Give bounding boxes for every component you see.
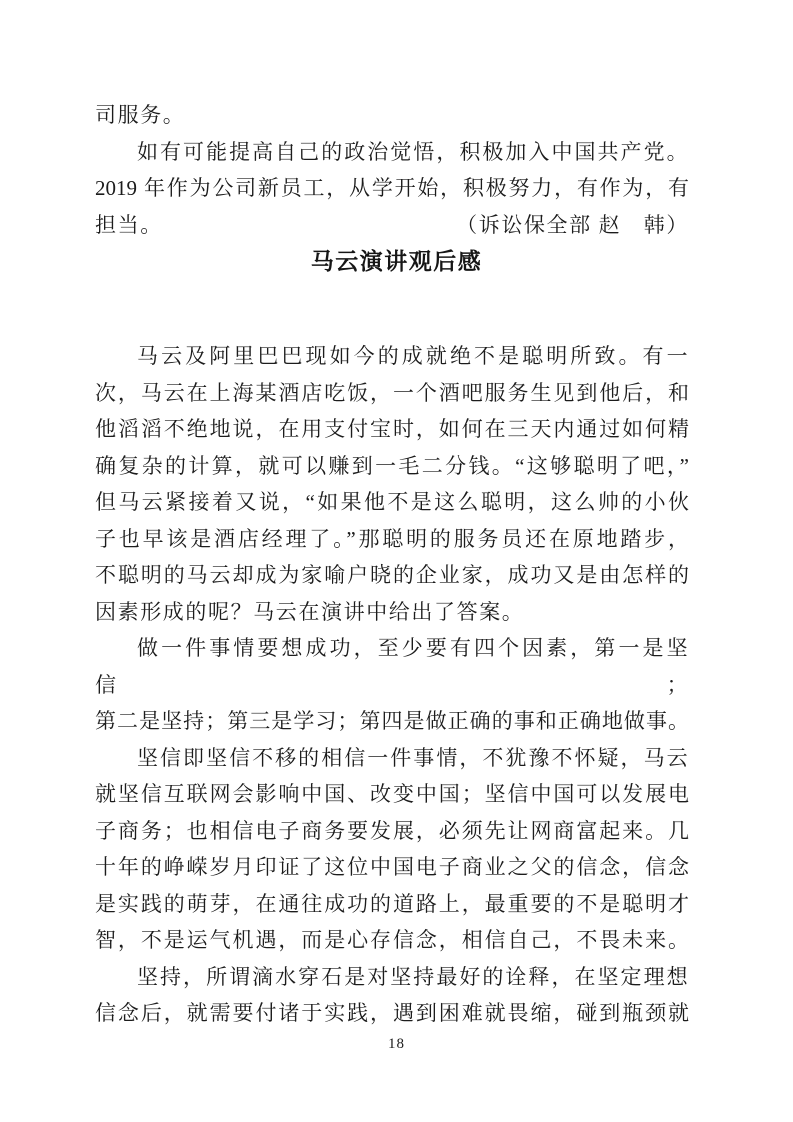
article-body (95, 338, 689, 1032)
text-line: 做一件事情要想成功，至少要有四个因素，第一是坚信； (95, 636, 689, 697)
text-line: 不聪明的马云却成为家喻户晓的企业家，成功又是由怎样的 (95, 563, 689, 587)
text-line: 马云及阿里巴巴现如今的成就绝不是聪明所致。有一 (137, 344, 689, 368)
text-line: 但马云紧接着又说，“如果他不是这么聪明，这么帅的小伙 (95, 490, 689, 514)
page-number: 18 (388, 1036, 405, 1052)
text-line: 坚持，所谓滴水穿石是对坚持最好的诠释，在坚定理想 (137, 964, 689, 989)
text-line: 坚信即坚信不移的相信一件事情，不犹豫不怀疑，马云 (137, 745, 689, 770)
text-line: 子商务；也相信电子商务要发展，必须先让网商富起来。几 (95, 818, 689, 843)
text-line: 如有可能提高自己的政治觉悟，积极加入中国共产党。 (137, 139, 689, 164)
text-line: 信念后，就需要付诸于实践，遇到困难就畏缩，碰到瓶颈就 (95, 1001, 689, 1025)
author-byline: （诉讼保全部 赵 韩） (456, 212, 689, 237)
text-line: 就坚信互联网会影响中国、改变中国；坚信中国可以发展电 (95, 782, 689, 806)
text-line: 子也早该是酒店经理了。”那聪明的服务员还在原地踏步， (95, 526, 689, 551)
text-line: 智，不是运气机遇，而是心存信念，相信自己，不畏未来。 (95, 928, 689, 952)
text-line: 第二是坚持；第三是学习；第四是做正确的事和正确地做事。 (95, 709, 689, 733)
text-line: 2019 年作为公司新员工，从学开始，积极努力，有作为，有 (95, 176, 689, 200)
paragraph-closing-text: 担当。 (95, 212, 163, 237)
byline-row (95, 207, 689, 244)
text-line: 确复杂的计算，就可以赚到一毛二分钱。“这够聪明了吧，” (95, 453, 689, 478)
text-line: 是实践的萌芽，在通往成功的道路上，最重要的不是聪明才 (95, 891, 689, 916)
intro-lines (95, 97, 689, 207)
text-line: 因素形成的呢？马云在演讲中给出了答案。 (95, 599, 525, 624)
article-title: 马云演讲观后感 (310, 248, 483, 274)
text-line: 十年的峥嵘岁月印证了这位中国电子商业之父的信念，信念 (95, 855, 689, 879)
text-line: 次，马云在上海某酒店吃饭，一个酒吧服务生见到他后，和 (95, 380, 689, 405)
previous-section (95, 97, 689, 243)
text-line: 司服务。 (95, 103, 186, 127)
text-line: 他滔滔不绝地说，在用支付宝时，如何在三天内通过如何精 (95, 417, 689, 441)
